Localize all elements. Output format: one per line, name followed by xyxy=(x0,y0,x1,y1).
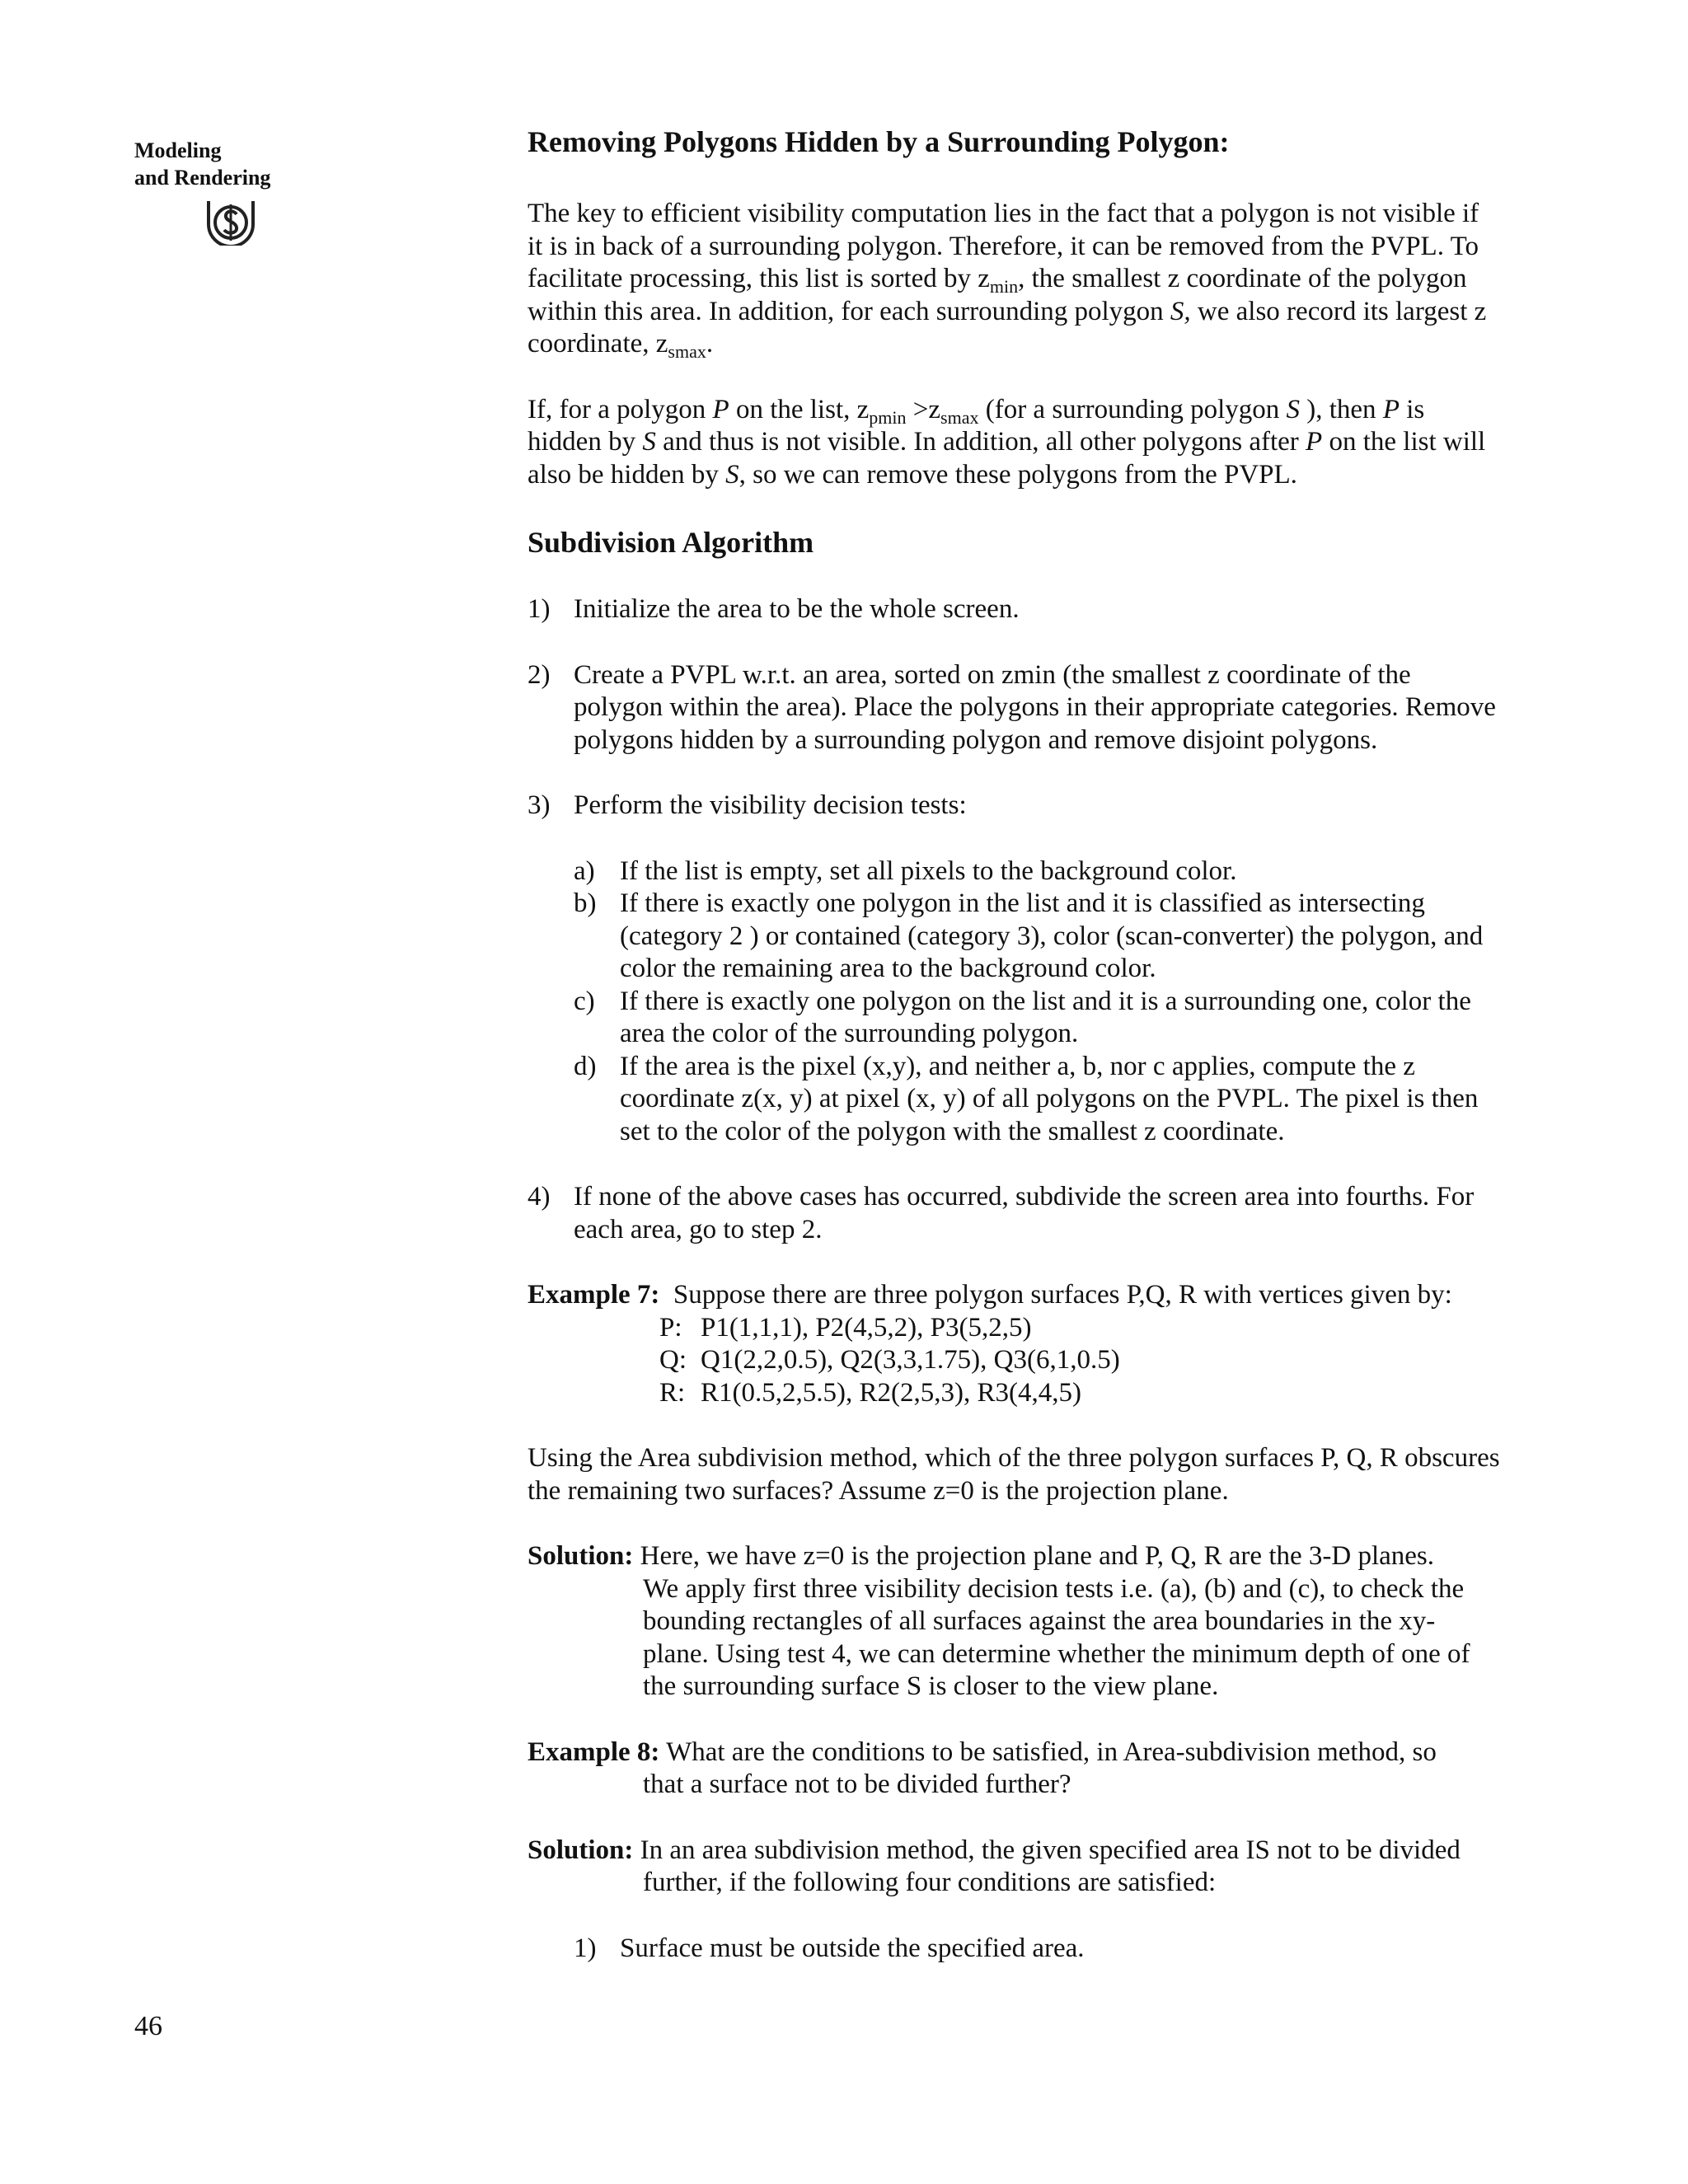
algorithm-step: 4) If none of the above cases has occurred, subdivide the screen area into fourths. For each area, go to step 2. xyxy=(528,1182,1475,1244)
solution-7: Solution: Here, we have z=0 is the projection plane and P, Q, R are the 3-D planes. We apply first three visibility decision tests i.e. (a), (b) and (c), to check the bounding rectangles of all surfaces against the area boundaries in the xy-plane. Using test 4, we can determine whether the minimum depth of one of the surrounding surface S is closer to the view plane. xyxy=(528,1541,1470,1701)
margin-heading xyxy=(134,137,291,191)
algorithm-step: 3) Perform the visibility decision tests: xyxy=(528,790,967,820)
example-8: Example 8: What are the conditions to be satisfied, in Area-subdivision method, so that a surface not to be divided further? xyxy=(528,1736,1437,1799)
page-number: 46 xyxy=(134,2011,162,2041)
paragraph-visibility-key: The key to efficient visibility computation lies in the fact that a polygon is not visible if it is in back of a surrounding polygon. Therefore, it can be removed from the PVPL. To facilitate processing, this list is sorted by $z_{min}$, the smallest z coordinate of the polygon within this area. In addition, for each surrounding polygon S, we also record its largest z coordinate, $z_{smax}$. xyxy=(528,199,1487,362)
section-heading-subdivision-algorithm: Subdivision Algorithm xyxy=(528,526,814,559)
margin-heading-line1: Modeling xyxy=(134,138,222,162)
page-body xyxy=(528,124,1500,1965)
margin-heading-line2: and Rendering xyxy=(134,166,271,190)
paragraph-hidden-condition: If, for a polygon P on the list, $z_{pmin} >z_{smax}$ (for a surrounding polygon S ), then P is hidden by S and thus is not visible. In addition, all other polygons after P on the list will also be hidden by S, so we can remove these polygons from the PVPL. xyxy=(528,394,1486,490)
vertex-list: Q: Q1(2,2,0.5), Q2(3,3,1.75), Q3(6,1,0.5) xyxy=(659,1345,1120,1375)
visibility-test: d) If the area is the pixel (x,y), and neither a, b, nor c applies, compute the z coordinate z(x, y) at pixel (x, y) of all polygons on the PVPL. The pixel is then set to the color of the polygon with the smallest z coordinate. xyxy=(574,1051,1479,1146)
visibility-test: c) If there is exactly one polygon on the list and it is a surrounding one, color the area the color of the surrounding polygon. xyxy=(574,986,1471,1048)
vertex-list: P: P1(1,1,1), P2(4,5,2), P3(5,2,5) xyxy=(659,1312,1032,1343)
algorithm-step: 2) Create a PVPL w.r.t. an area, sorted on zmin (the smallest z coordinate of the polygon within the area). Place the polygons in their appropriate categories. Remove polygons hidden by a surrounding polygon and remove disjoint polygons. xyxy=(528,659,1496,755)
section-heading-hidden-polygons: Removing Polygons Hidden by a Surrounding Polygon: xyxy=(528,125,1230,158)
example-7-question: Using the Area subdivision method, which of the three polygon surfaces P, Q, R obscures the remaining two surfaces? Assume z=0 is the projection plane. xyxy=(528,1443,1500,1506)
condition-item: 1) Surface must be outside the specified area. xyxy=(574,1933,1085,1963)
visibility-test: a) If the list is empty, set all pixels to the background color. xyxy=(574,855,1237,886)
visibility-test: b) If there is exactly one polygon in the list and it is classified as intersecting (category 2 ) or contained (category 3), color (scan-converter) the polygon, and color the remaining area to the background color. xyxy=(574,888,1484,983)
university-logo-icon xyxy=(204,191,258,246)
example-7: Example 7: Suppose there are three polygon surfaces P,Q, R with vertices given by: P: P1(1,1,1), P2(4,5,2), P3(5,2,5) Q: Q1(2,2,0.5), Q2(3,3,1.75), Q3(6,1,0.5) R: R1(0.5,2,5.5), R2(2,5,3), R3(4,4,5) xyxy=(528,1279,1500,1409)
example-8-label: Example 8: xyxy=(528,1736,660,1767)
solution-8: Solution: In an area subdivision method, the given specified area IS not to be divided further, if the following four conditions are satisfied: xyxy=(528,1835,1461,1897)
algorithm-step: 1) Initialize the area to be the whole screen. xyxy=(528,594,1020,624)
solution-7-label: Solution: xyxy=(528,1541,634,1571)
vertex-list: R: R1(0.5,2,5.5), R2(2,5,3), R3(4,4,5) xyxy=(659,1377,1081,1408)
solution-8-label: Solution: xyxy=(528,1835,634,1865)
example-7-label: Example 7: xyxy=(528,1280,660,1310)
